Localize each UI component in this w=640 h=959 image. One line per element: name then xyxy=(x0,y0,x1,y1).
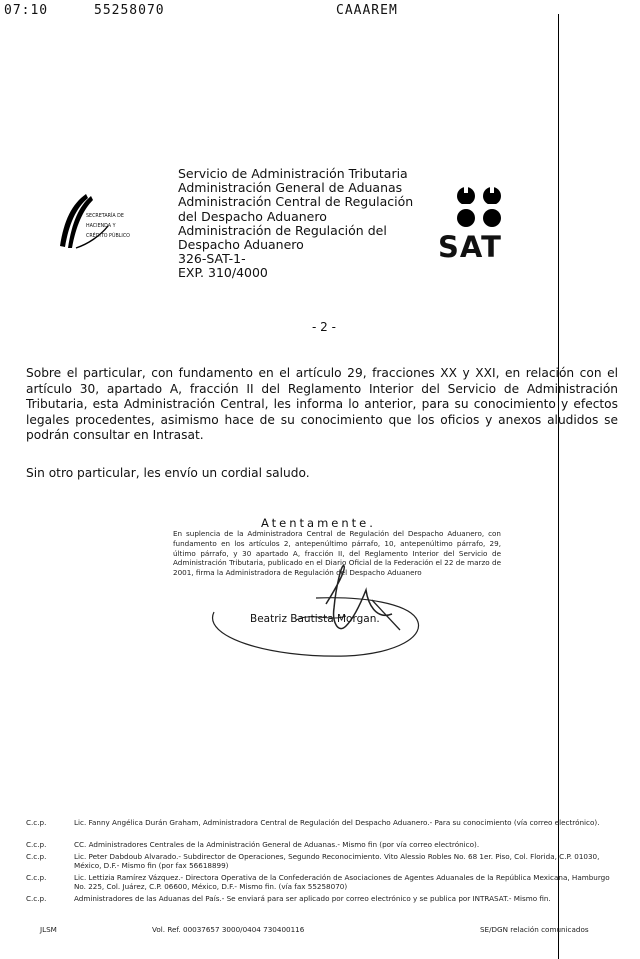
ccp-label: C.c.p. xyxy=(26,852,47,861)
fax-sender: CAAAREM xyxy=(336,3,398,18)
shcp-line-2: HACIENDA Y xyxy=(86,224,116,229)
ccp-label: C.c.p. xyxy=(26,818,47,827)
letterhead-block xyxy=(178,167,418,281)
footer-reference: Vol. Ref. 00037657 3000/0404 730400116 xyxy=(152,925,305,934)
ccp-text: CC. Administradores Centrales de la Administración General de Aduanas.- Mismo fin (por vía correo electrónico). xyxy=(74,840,480,849)
fax-number: 55258070 xyxy=(94,3,165,18)
footer-initials: JLSM xyxy=(40,925,57,934)
sat-logo xyxy=(436,184,528,266)
sat-emblem-icon xyxy=(436,184,528,234)
expediente-number: EXP. 310/4000 xyxy=(178,265,268,281)
ccp-label: C.c.p. xyxy=(26,873,47,882)
handwritten-signature xyxy=(196,560,436,664)
oficio-number: 326-SAT-1- xyxy=(178,251,246,267)
shcp-line-1: SECRETARÍA DE xyxy=(86,214,124,219)
ccp-text: Lic. Fanny Angélica Durán Graham, Administradora Central de Regulación del Despacho Aduanero.- Para su conocimiento (vía correo electrónico). xyxy=(74,818,600,827)
sat-logo-text: SAT xyxy=(438,230,502,264)
ccp-text: Lic. Lettizia Ramírez Vázquez.- Directora Operativa de la Confederación de Asociaciones de Agentes Aduanales de la República Mexicana, Hamburgo No. 225, Col. Juárez, C.P. 06600, México, D.F.- Mismo fin. (vía fax 55258070) xyxy=(74,873,610,891)
shcp-line-3: CRÉDITO PÚBLICO xyxy=(86,234,130,239)
suplencia-text: En suplencia de la Administradora Central de Regulación del Despacho Aduanero, con fundamento en los artículos 2, antepenúltimo párrafo, 10, antepenúltimo párrafo, 29, último párrafo, y 30 apartado A, fracción II, del Reglamento Interior del Servicio de Administración Tributaria, publicado en el Diario Oficial de la Federación el 22 de marzo de 2001, firma la Administradora de Regulación del Despacho Aduanero xyxy=(173,529,501,578)
letterhead-line-6: Despacho Aduanero xyxy=(178,237,304,253)
body-paragraph: Sobre el particular, con fundamento en el artículo 29, fracciones XX y XXI, en relación con el artículo 30, apartado A, fracción II del Reglamento Interior del Servicio de Administración Tributaria, esta Administración Central, les informa lo anterior, para su conocimiento y efectos legales procedentes, asimismo hace de su conocimiento que los oficios y anexos aludidos se podrán consultar en Intrasat. xyxy=(26,366,618,442)
ccp-label: C.c.p. xyxy=(26,894,47,903)
letterhead-line-2: Administración General de Aduanas xyxy=(178,180,403,196)
letterhead-line-3: Administración Central de Regulación xyxy=(178,194,414,210)
closing-line: Sin otro particular, les envío un cordial saludo. xyxy=(26,466,310,480)
signer-name: Beatriz Bautista Morgan. xyxy=(250,613,380,625)
letterhead-line-5: Administración de Regulación del xyxy=(178,222,387,238)
fax-time: 07:10 xyxy=(4,3,49,18)
page-number: - 2 - xyxy=(312,320,336,334)
ccp-text: Lic. Peter Dabdoub Alvarado.- Subdirector de Operaciones, Segundo Reconocimiento. Vito Alessio Robles No. 68 1er. Piso, Col. Florida, C.P. 01030, México, D.F.- Mismo fin (por fax 56618899) xyxy=(74,852,600,870)
shcp-logo xyxy=(46,190,136,260)
ccp-text: Administradores de las Aduanas del País.- Se enviará para ser aplicado por correo electrónico y se publica por INTRASAT.- Mismo fin. xyxy=(74,894,551,903)
letterhead-line-1: Servicio de Administración Tributaria xyxy=(178,166,408,181)
footer-routing: SE/DGN relación comunicados xyxy=(480,925,589,934)
letterhead-line-4: del Despacho Aduanero xyxy=(178,208,327,224)
atentamente: Atentamente. xyxy=(261,516,376,530)
ccp-label: C.c.p. xyxy=(26,840,47,849)
